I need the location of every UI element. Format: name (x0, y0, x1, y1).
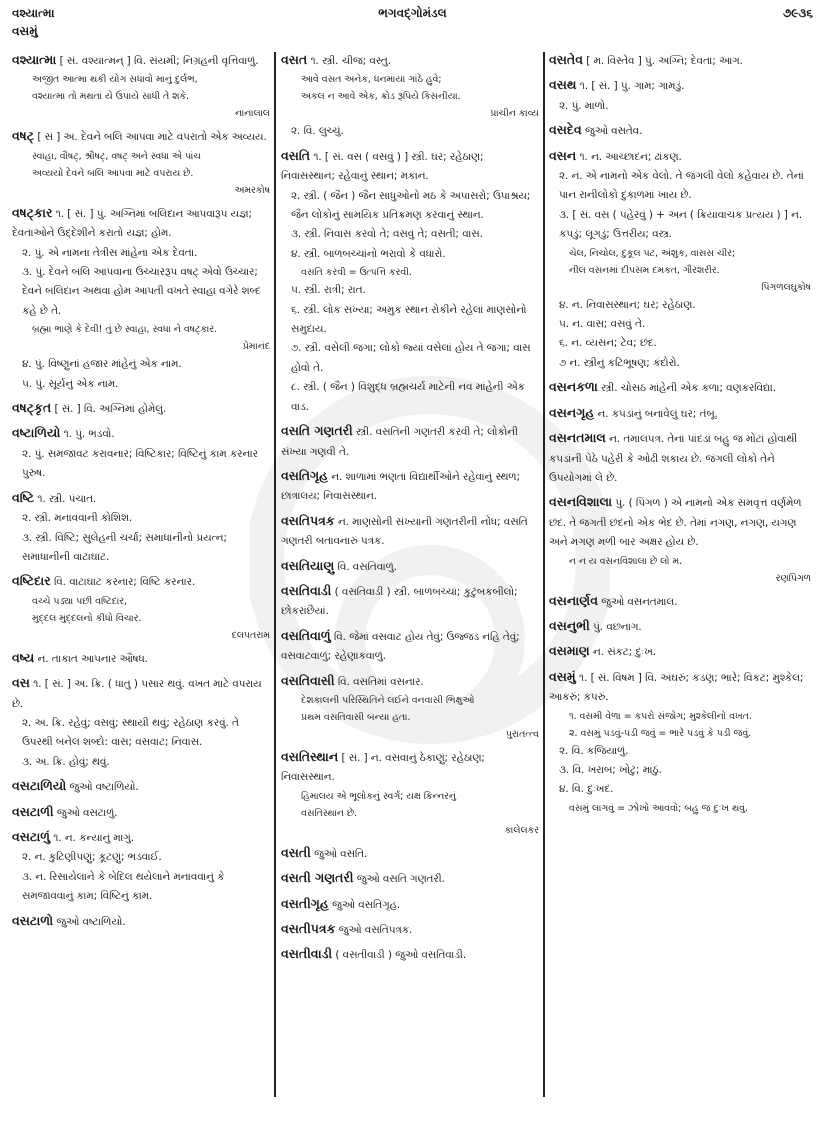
headword: વસમાણ (549, 643, 590, 659)
entry-definition (12, 673, 270, 714)
definition-text: વિ. જેમાં વસવાટ હોય તેવું; ઉજ્જડ નહિ તેવું; વસવાટવાળું; રહેણાકવાળું. (281, 630, 520, 663)
quotation-line: અજીત આત્મા થકી યોગ સધાવો માનું દુર્લભ, (32, 74, 198, 86)
definition-text: [ સં. ] વિ. અગ્નિમાં હોમેલું. (54, 403, 167, 416)
headword: વસતિયાણુ (281, 557, 335, 573)
sense-line: ૫. ન. વાસ; વસવું તે. (559, 318, 646, 331)
quotation-line: વસતિ કરવી = ઉત્પત્તિ કરવી. (301, 267, 412, 279)
column-divider (274, 52, 276, 1097)
sense-line: ૨. વિ. લુચ્ચું. (291, 125, 344, 138)
definition-text: ન. શાળામાં ભણતા વિદ્યાર્થીઓને રહેવાનું સ્થળ; છાત્રાલય; નિવાસસ્થાન. (281, 470, 520, 503)
definition-text: ( વસતીવાડી ) જુઓ વસતિવાડી. (335, 949, 467, 962)
entry-definition (281, 868, 539, 889)
headword: વસતિવાળું (281, 627, 331, 643)
definition-text: વિ. વાટાઘાટ કરનાર; વિષ્ટિ કરનાર. (53, 576, 196, 589)
definition-text: [ સં. વશ્યાત્મન્ ] વિ. સંયમી; નિગ્રહની વૃત્તિવાળું. (59, 55, 259, 67)
dictionary-entry (549, 50, 811, 71)
sense-line: ૨. ન. કુટિણીપણું; કૂટણું; ભડવાઈ. (22, 851, 162, 864)
sense-line: ૨. સ્ત્રી. મનાવવાની કોશિશ. (22, 512, 133, 525)
headword: વસન (549, 147, 577, 163)
dictionary-entry (549, 492, 811, 586)
sense-line: ૬. સ્ત્રી. લોક સંખ્યા; અમુક સ્થાન રોકીને રહેલાં માણસોનો સમુદાય. (291, 303, 527, 336)
quotation-line: દેશકાલની પરિસ્થિતિને લઈને વનવાસી ભિક્ષુઓ (301, 694, 475, 706)
headword: વસ (12, 675, 30, 691)
headword: વસનાર્ણવ (549, 592, 598, 608)
dictionary-entry (12, 126, 270, 198)
dictionary-entry (549, 667, 811, 817)
definition-text: ન. માણસોની સંખ્યાની ગણતરીની નોંધ; વસતિ ગણતરી બતાવનારું પત્રક. (281, 515, 528, 548)
dictionary-entry (281, 919, 539, 940)
sense-line: ૩. [ સં. વસ ( પહેરવું ) + અન ( ક્રિયાવાચક પ્રત્યય ) ] ન. કપડું; લૂગડું; ઉત્તરીય; વસ્ત્ર. (559, 208, 803, 241)
dictionary-entry (12, 203, 270, 394)
dictionary-entry (12, 776, 270, 797)
quotation-line: હિમાલય એ ભૂલોકનું સ્વર્ગ; યક્ષ કિન્નરનું (301, 790, 457, 802)
quotation-source: અમરકોષ (234, 184, 270, 196)
sense-line: ૮. સ્ત્રી. ( જૈન ) વિશુદ્ધ બ્રહ્મચર્ય માટેની નવ માંહેની એક વાડ. (291, 381, 525, 413)
dictionary-entry (549, 403, 811, 424)
definition-text: વિ. વસતિમાં વસનાર. (337, 675, 424, 688)
definition-text: [ સં. ] ન. વસવાનું ઠેકાણું; રહેઠાણ; નિવાસસ્થાન. (281, 751, 485, 784)
definition-text: જુઓ વસતિ. (314, 847, 368, 860)
definition-text: ૧. સ્ત્રી. પંચાત. (37, 492, 97, 505)
quotation-line: નીલ વસનમાં દીપસમ દમકત, ગૌરશરીર. (569, 264, 720, 276)
entry-definition (281, 421, 539, 462)
headword: વષટ્ (12, 128, 35, 144)
headword: વસતિ (281, 147, 311, 163)
entry-definition (281, 894, 539, 915)
dictionary-entry (281, 868, 539, 889)
entry-definition (12, 911, 270, 932)
quotation-source: દલપતરામ (231, 629, 270, 641)
definition-text: ૧. [ સં. ] અ. ક્રિ. ( ધાતુ ) પસાર થવું. વખત માટે વપરાય છે. (12, 678, 262, 710)
entry-definition (281, 466, 539, 507)
entry-definition (549, 492, 811, 552)
dictionary-entry (12, 673, 270, 772)
sense-line: ૭ ન. સ્ત્રીનું કટિભૂષણ; કંદોરો. (559, 356, 680, 369)
dictionary-entry (281, 581, 539, 622)
definition-text: પું. ( પિંગળ ) એ નામનો એક સમવૃત્ત વર્ણમેળ છંદ. તે જગતી છંદનો એક ભેદ છે. તેમાં નગણ, નગણ, યગણ અને મગણ મળી બાર અક્ષર હોય છે. (549, 497, 802, 549)
entry-definition (549, 591, 811, 612)
sense-line: ૩. ન. રિસાયેલાને કે બેદિલ થયેલાને મનાવવાનું કે સમજાવવાનું કામ; વિષ્ટિનું કામ. (22, 870, 225, 903)
sense-line: ૨. પું. એ નામના તેત્રીસ માંહેના એક દેવતા. (22, 246, 198, 259)
definition-text: ન. તમાલપત્ર. તેનાં પાંદડાં બહુ જ મોટાં હોવાથી કપડાંની પેઠે પહેરી કે ઓઢી શકાય છે. જંગલી લોકો તેને ઉપયોગમાં લે છે. (549, 433, 798, 484)
headword: વસતિપત્રક (281, 512, 335, 528)
sense-line: ૨. પું. માળો. (559, 99, 609, 112)
sense-line: ૪. વિ. દુઃખદ. (559, 783, 614, 796)
entry-definition (12, 50, 270, 71)
sense-line: ૨. ન. એ નામનો એક વેલો. તે જંગલી વેલો કહેવાય છે. તેનાં પાન રાનીલોકો દુકાળમાં ખાય છે. (559, 170, 804, 202)
definition-text: [ સં ] અ. દેવને બલિ આપવા માટે વપરાતો એક અવ્યય. (37, 131, 267, 144)
dictionary-entry (12, 488, 270, 568)
quotation-line: અવ્યયો દેવને બલિ આપવા માટે વપરાય છે. (32, 167, 194, 179)
sense-line: ૪. પું. વિષ્ણુનાં હજાર માંહેનું એક નામ. (22, 358, 182, 371)
dictionary-entry (549, 641, 811, 662)
dictionary-entry (281, 556, 539, 577)
quotation-line: અકલ ન આવે એક, ક્રોડ રૂપિયે કિસનીયા. (301, 91, 461, 103)
headword: વસટાળો (12, 912, 54, 928)
definition-text: ૧. ન. કન્યાનું માગું. (53, 831, 135, 844)
definition-text: ન. કપડાંનું બનાવેલું ઘર; તંબૂ. (597, 407, 718, 420)
definition-text: [ મ. વિસ્તેવ ] પું. અગ્નિ; દેવતા; આગ. (586, 55, 743, 67)
dictionary-entry (549, 428, 811, 488)
entry-definition (281, 50, 539, 71)
entry-definition (281, 146, 539, 187)
headword: વસતી (281, 844, 311, 860)
definition-text: ૧. સ્ત્રી. ચીજ; વસ્તુ. (310, 55, 391, 67)
headword: વષ્ટિ (12, 489, 35, 505)
entry-definition (12, 488, 270, 509)
dictionary-column-3 (549, 50, 811, 821)
headword: વસતીવાડી (281, 946, 333, 962)
entry-definition (281, 944, 539, 965)
sense-line: ૫. પું. સૂર્યનું એક નામ. (22, 377, 119, 390)
dictionary-entry (281, 843, 539, 864)
headword: વષ્ય (12, 649, 35, 665)
quotation-line: વસમું લાગવું = ઝોખો આવવો; બહુ જ દુઃખ થવું. (569, 802, 748, 814)
definition-text: ન. તાકાત આપનાર ઔષધ. (37, 652, 148, 665)
entry-definition (281, 626, 539, 667)
quotation-line: બ્રહ્મા ભાણે કે દેવી! તું છે સ્વાહા, સ્વધા ને વષટ્કાર. (32, 324, 218, 336)
sense-line: ૫. સ્ત્રી. રાત્રી; રાત. (291, 284, 366, 297)
quotation-source: નાનાલાલ (234, 108, 270, 120)
headword: વષ્ટિદાર (12, 573, 51, 589)
dictionary-entry (12, 827, 270, 907)
page-header (8, 6, 817, 24)
dictionary-entry (281, 944, 539, 965)
headword: વસટાળી (12, 803, 54, 819)
headword: વસનગૃહ (549, 404, 595, 420)
headword: વસટાળું (12, 828, 51, 844)
dictionary-entry (281, 671, 539, 743)
sense-line: ૨. પું. સમજાવટ કરાવનાર; વિષ્ટિકાર; વિષ્ટિનું કામ કરનાર પુરુષ. (22, 447, 258, 480)
definition-text: સ્ત્રી. વસતિની ગણતરી કરવી તે; લોકોની સંખ્યા ગણવી તે. (281, 426, 518, 458)
definition-text: જુઓ વષ્ટાળિયો. (69, 781, 139, 794)
definition-text: જુઓ વસનતમાલ. (601, 595, 678, 608)
headword: વસત (281, 52, 308, 67)
dictionary-entry (281, 747, 539, 839)
quotation-line: આવે વસત અનેક, ધનમાયા ગાંઠે હુવે; (301, 74, 442, 86)
definition-text: જુઓ વસટાળું. (56, 806, 118, 819)
entry-definition (549, 146, 811, 167)
definition-text: ૧. પું. ભડવો. (63, 428, 115, 441)
definition-text: ૧. [ સં. વસ ( વસવું ) ] સ્ત્રી. ઘર; રહેઠાણ; નિવાસસ્થાન; રહેવાનું સ્થાન; મકાન. (281, 150, 484, 183)
guide-word-last: વસમું (12, 24, 38, 38)
definition-text: ( વસતિવાડી ) સ્ત્રી. બાળબચ્ચાં; કુટુંબકબીલો; છોકરાંછૈયાં. (281, 585, 518, 618)
quotation-source: પુરાતત્ત્વ (505, 728, 539, 740)
dictionary-entry (549, 616, 811, 637)
quotation-line: વચ્ચે પડ્યા પછી વષ્ટિદાર, (32, 595, 128, 607)
sense-line: ૨. સ્ત્રી. ( જૈન ) જૈન સાધુઓનો મઠ કે અપાસરો; ઉપાશ્રય; જૈન લોકોનું સામયિક પ્રતિક્રમણ કરવાનું સ્થાન. (291, 189, 531, 222)
definition-text: જુઓ વસતિપત્રક. (338, 924, 413, 936)
dictionary-entry (549, 377, 811, 398)
headword: વસતિગૃહ (281, 467, 329, 483)
dictionary-entry (12, 423, 270, 483)
column-divider (543, 52, 545, 1097)
headword: વસતિ ગણતરી (281, 423, 353, 439)
dictionary-entry (549, 120, 811, 141)
quotation-line: પ્રથમ વસતિવાસી બન્યા હતા. (301, 711, 411, 723)
sense-line: ૨. અ. ક્રિ. રહેવું; વસવું; સ્થાયી થવું; રહેઠાણ કરવું. તે ઉપરથી બનેલ શબ્દો: વાસ; વસવાટ; નિવાસ. (22, 716, 239, 749)
definition-text: પું. વછનાગ. (593, 620, 642, 633)
headword: વસતિસ્થાન (281, 748, 339, 764)
sense-line: ૩. સ્ત્રી. વિષ્ટિ; સુલેહની ચર્ચા; સમાધાનીનો પ્રયત્ન; સમાધાનીની વાટાઘાટ. (22, 531, 227, 563)
headword: વસનકળા (549, 379, 598, 395)
definition-text: જુઓ વસતિગૃહ. (332, 898, 401, 911)
entry-definition (12, 423, 270, 444)
definition-text: જુઓ વસતેવ. (584, 125, 643, 138)
definition-text: જુઓ વષ્ટાળિયો. (56, 915, 126, 928)
dictionary-entry (281, 50, 539, 142)
entry-definition (12, 203, 270, 244)
quotation-source: પ્રેમાનંદ (242, 341, 270, 353)
quotation-source: પિંગળલઘુકોષ (761, 281, 811, 293)
dictionary-entry (281, 626, 539, 667)
sense-line: ૨. વિ. કજિયાળું. (559, 744, 629, 757)
headword: વસતી ગણતરી (281, 870, 354, 886)
page-number: ૭૯૩૬ (782, 6, 813, 20)
sense-line: ૩. વિ. ખરાબ; ખોટું; માઠું. (559, 763, 662, 776)
definition-text: ૧. [ સં. ] પું. અગ્નિમાં બલિદાન આપવારૂપ યજ્ઞ; દેવતાઓને ઉદ્દેશીને કરાતો યજ્ઞ; હોમ. (12, 207, 252, 240)
dictionary-entry (549, 591, 811, 612)
headword: વસતિવાડી (281, 582, 332, 598)
dictionary-entry (549, 146, 811, 374)
entry-definition (281, 843, 539, 864)
sense-line: ૭. સ્ત્રી. વસેલી જગા; લોકો જ્યાં વસેલાં હોય તે જગા; વાસ હોવો તે. (291, 342, 531, 374)
definition-text: વિ. વસતિવાળું. (337, 560, 397, 573)
quotation-line: સ્વાહા, વૌષટ્, શ્રૌષટ્, વષટ્ અને સ્વધા એ પાંચ (32, 150, 201, 162)
headword: વસનુભી (549, 617, 590, 633)
definition-text: સ્ત્રી. ચોસઠ માંહેની એક કળા; વણકરવિદ્યા. (601, 382, 777, 395)
entry-definition (281, 671, 539, 692)
dictionary-entry (12, 50, 270, 122)
entry-definition (549, 50, 811, 71)
entry-definition (12, 126, 270, 147)
dictionary-entry (12, 571, 270, 643)
dictionary-entry (549, 75, 811, 116)
headword: વષટ્કૃત (12, 400, 52, 416)
headword: વસનવિશાલા (549, 494, 613, 510)
entry-definition (549, 641, 811, 662)
quotation-line: વશ્યાત્મા તો મથતાં યે ઉપાયે સાધી તે શકે. (32, 91, 190, 103)
headword: વસતીપત્રક (281, 921, 336, 936)
entry-definition (12, 827, 270, 848)
headword: વસમું (549, 668, 576, 684)
sense-line: ૩. પું. દેવને બલિ આપવાના ઉચ્ચારરૂપ વષટ્ એવો ઉચ્ચાર; દેવને બલિદાન અથવા હોમ આપતી વખતે સ્વાહા વગેરે શબ્દ કહે છે તે. (22, 266, 261, 317)
entry-definition (549, 616, 811, 637)
quotation-line: ૨. વસમું પડવું-પડી જવું = ભારે પડવું કે પડી જવું. (569, 727, 752, 739)
definition-text: ૧. [ સં. વિષમ ] વિ. અઘરું; કડણ; ભારે; વિકટ; મુશ્કેલ; આકરું; કપરું. (549, 671, 804, 704)
book-title: ભગવદ્ગોમંડલ (378, 6, 447, 20)
headword: વસતીગૃહ (281, 895, 329, 911)
headword: વસથ (549, 77, 577, 93)
quotation-line: ચેલ, નિચોલ, દુકૂલ પટ, અંશુક, વાસસ ચીર; (569, 247, 736, 259)
dictionary-entry (281, 894, 539, 915)
dictionary-entry (281, 421, 539, 462)
dictionary-entry (281, 146, 539, 417)
entry-definition (12, 398, 270, 419)
sense-line: ૬. ન. વ્યસન; ટેવ; છંદ. (559, 337, 657, 350)
sense-line: ૩. સ્ત્રી. નિવાસ કરવો તે; વસવું તે; વસતી; વાસ. (291, 228, 483, 241)
quotation-line: ૧. વસમી વેળા = કપરો સંજોગ; મુશ્કેલીનો વખત. (569, 710, 752, 722)
entry-definition (12, 776, 270, 797)
entry-definition (281, 919, 539, 940)
dictionary-entry (281, 511, 539, 552)
headword: વષટ્કાર (12, 204, 53, 220)
dictionary-entry (12, 802, 270, 823)
entry-definition (549, 667, 811, 708)
entry-definition (12, 648, 270, 669)
dictionary-entry (12, 398, 270, 419)
dictionary-entry (12, 911, 270, 932)
quotation-line: ન ન ય વસનવિશાલા છે લો મ. (569, 555, 683, 567)
dictionary-entry (12, 648, 270, 669)
entry-definition (549, 377, 811, 398)
entry-definition (12, 802, 270, 823)
quotation-line: મુદ્દલ મુદ્દલનો કીધો વિચાર. (32, 612, 142, 624)
headword: વસતેવ (549, 52, 583, 67)
quotation-source: કાલેલકર (504, 824, 539, 836)
headword: વસટાળિયો (12, 778, 67, 794)
entry-definition (549, 428, 811, 488)
quotation-source: રણપિંગળ (775, 572, 811, 584)
entry-definition (549, 75, 811, 96)
entry-definition (281, 556, 539, 577)
sense-line: ૩. અ. ક્રિ. હોવું; થવું. (22, 755, 110, 768)
entry-definition (549, 403, 811, 424)
definition-text: ૧. [ સં. ] પું. ગામ; ગામડું. (579, 80, 685, 93)
entry-definition (281, 511, 539, 552)
quotation-line: વસતિસ્થાન છે. (301, 807, 358, 819)
entry-definition (12, 571, 270, 592)
guide-word-first: વશ્યાત્મા (12, 6, 55, 20)
sense-line: ૪. ન. નિવાસસ્થાન; ઘર; રહેઠાણ. (559, 298, 696, 311)
quotation-source: પ્રાચીન કાવ્ય (490, 108, 539, 120)
dictionary-column-2 (281, 50, 539, 970)
dictionary-entry (281, 466, 539, 507)
sense-line: ૪. સ્ત્રી. બાળબચ્ચાંનો ભરાવો કે વધારો. (291, 247, 446, 260)
headword: વસનતમાલ (549, 430, 606, 446)
headword: વષ્ટાળિયો (12, 425, 61, 441)
definition-text: ૧. ન. આચ્છાદન; ઢાંકણ. (579, 150, 682, 163)
definition-text: જુઓ વસતિ ગણતરી. (356, 873, 445, 886)
headword: વસતિવાસી (281, 672, 335, 688)
definition-text: ન. સંકટ; દુઃખ. (592, 646, 656, 659)
headword: વશ્યાત્મા (12, 52, 57, 67)
headword: વસદેવ (549, 122, 582, 138)
entry-definition (281, 747, 539, 788)
entry-definition (281, 581, 539, 622)
dictionary-column-1 (12, 50, 270, 936)
entry-definition (549, 120, 811, 141)
